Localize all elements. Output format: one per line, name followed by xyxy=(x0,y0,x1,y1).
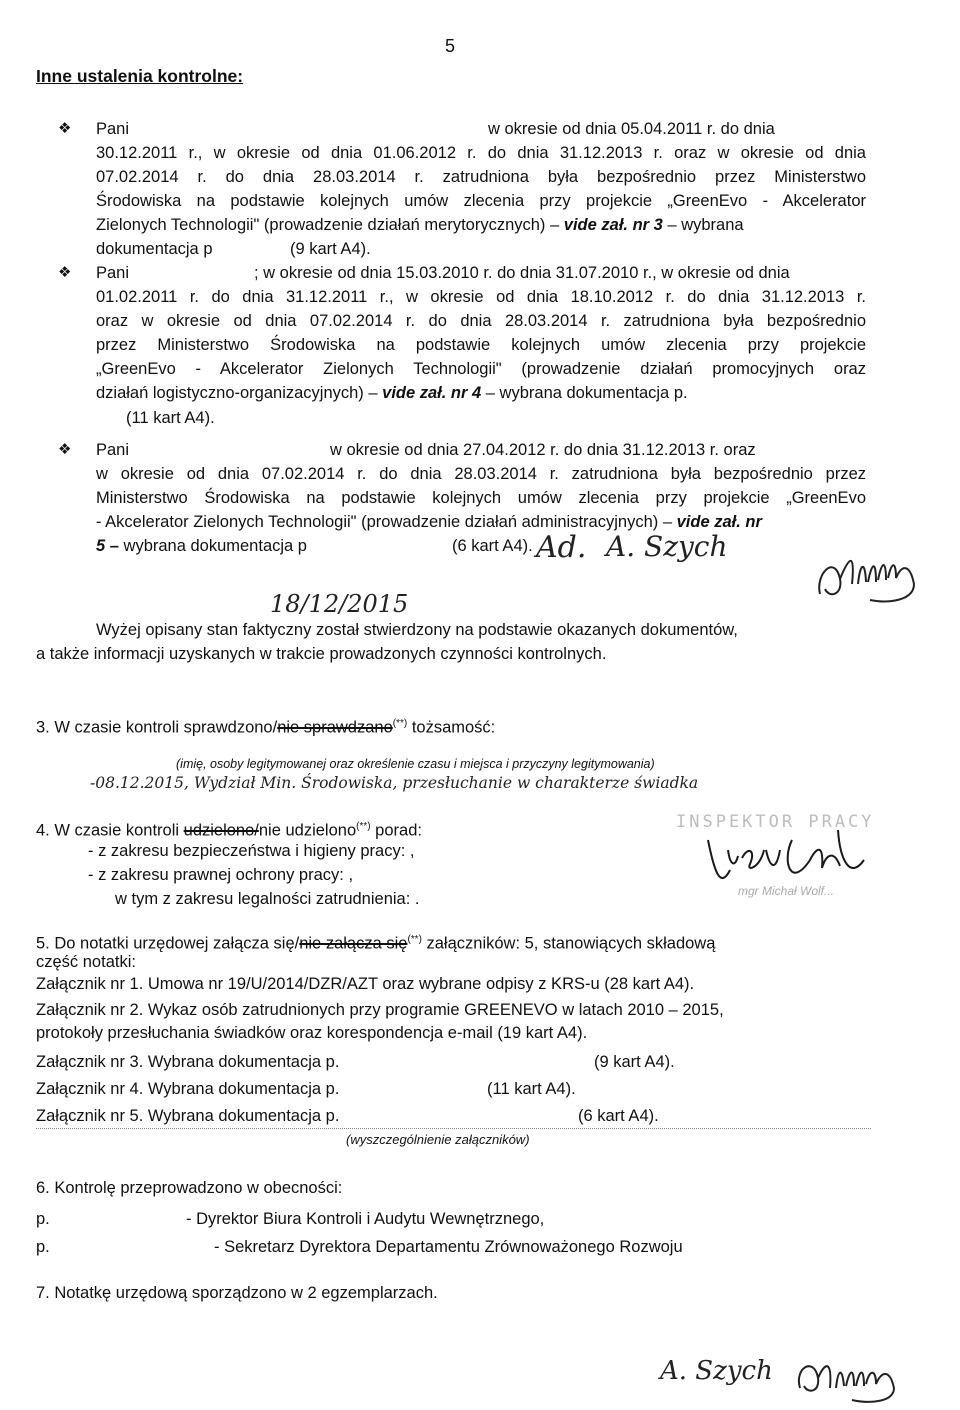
handwritten-initials: Ad. xyxy=(536,530,587,565)
attachment-5-count: (6 kart A4). xyxy=(578,1107,659,1125)
item7-text: 7. Notatkę urzędową sporządzono w 2 egzemplarzach. xyxy=(36,1284,438,1302)
handwritten-date: 18/12/2015 xyxy=(270,590,409,618)
person3-line5 xyxy=(96,534,307,558)
attachment-4-count: (11 kart A4). xyxy=(487,1080,576,1098)
person3-line1: w okresie od dnia 27.04.2012 r. do dnia 31.12.2013 r. oraz xyxy=(330,441,756,459)
item5-text: 5. Do notatki urzędowej załącza się/ xyxy=(36,934,300,953)
attachment-2: Załącznik nr 2. Wykaz osób zatrudnionych przy programie GREENEVO w latach 2010 – 2015, xyxy=(36,1001,724,1019)
attachment-3-count: (9 kart A4). xyxy=(594,1053,675,1071)
person1-line3: 07.02.2014 r. do dnia 28.03.2014 r. zatrudniona była bezpośrednio przez Ministerstwo xyxy=(96,168,866,186)
item3-handwritten: -08.12.2015, Wydział Min. Środowiska, przesłuchanie w charakterze świadka xyxy=(90,774,699,792)
presence-row-2-role: - Sekretarz Dyrektora Departamentu Zrównoważonego Rozwoju xyxy=(214,1238,683,1256)
person3-page-count: (6 kart A4). xyxy=(452,537,533,555)
person3-line2: w okresie od dnia 07.02.2014 r. do dnia 28.03.2014 r. zatrudniona była bezpośrednio przez xyxy=(96,465,866,483)
item4-sub-employment: w tym z zakresu legalności zatrudnienia: . xyxy=(115,890,420,908)
item5-strike: nie załącza się xyxy=(299,934,408,953)
item3-strike: nie sprawdzano xyxy=(277,718,393,737)
item3-tail: tożsamość: xyxy=(411,718,496,737)
person1-line5 xyxy=(96,213,744,237)
bullet-icon: ❖ xyxy=(58,441,72,458)
attachment-1: Załącznik nr 1. Umowa nr 19/U/2014/DZR/AZT oraz wybrane odpisy z KRS-u (28 kart A4). xyxy=(36,975,695,993)
person1-vide-ref: vide zał. nr 3 xyxy=(563,216,663,234)
person1-line5-text: Zielonych Technologii" (prowadzenie działań merytorycznych) – xyxy=(96,216,560,234)
person3-line3: Ministerstwo Środowiska na podstawie kolejnych umów zlecenia przy projekcie „GreenEvo xyxy=(96,489,866,507)
person2-name-label: Pani xyxy=(96,264,130,282)
person2-line4: przez Ministerstwo Środowiska na podstawie kolejnych umów zlecenia przy projekcie xyxy=(96,336,866,354)
item5-line2: część notatki: xyxy=(36,953,136,971)
person2-line5: „GreenEvo - Akcelerator Zielonych Technologii" (prowadzenie działań promocyjnych oraz xyxy=(96,360,866,378)
item3-text: 3. W czasie kontroli sprawdzono/ xyxy=(36,718,278,737)
person1-line2: 30.12.2011 r., w okresie od dnia 01.06.2012 r. do dnia 31.12.2013 r. oraz w okresie od dnia xyxy=(96,144,866,162)
person2-line6-tail: – wybrana dokumentacja p. xyxy=(485,384,688,402)
bullet-icon: ❖ xyxy=(58,120,72,137)
item5-sup: (**) xyxy=(407,934,422,945)
item4-sub-bhp: - z zakresu bezpieczeństwa i higieny pracy: , xyxy=(88,842,415,860)
item3-caption: (imię, osoby legitymowanej oraz określenie czasu i miejsca i przyczyny legitymowania) xyxy=(176,757,655,771)
person2-line3: oraz w okresie od dnia 07.02.2014 r. do dnia 28.03.2014 r. zatrudniona była bezpośrednio xyxy=(96,312,866,330)
person2-page-count: (11 kart A4). xyxy=(126,409,215,427)
attachment-divider xyxy=(36,1128,871,1129)
person2-line6 xyxy=(96,381,688,405)
item4-sub-legal: - z zakresu prawnej ochrony pracy: , xyxy=(88,866,354,884)
person3-line4-text: - Akcelerator Zielonych Technologii" (prowadzenie działań administracyjnych) – xyxy=(96,513,673,531)
attachment-5: Załącznik nr 5. Wybrana dokumentacja p. xyxy=(36,1107,340,1125)
bottom-signature-image xyxy=(790,1348,910,1408)
person2-line6-text: działań logistyczno-organizacyjnych) – xyxy=(96,384,378,402)
person1-line4: Środowiska na podstawie kolejnych umów zlecenia przy projekcie „GreenEvo - Akcelerator xyxy=(96,192,866,210)
item6-title: 6. Kontrolę przeprowadzono w obecności: xyxy=(36,1179,343,1197)
person3-name-label: Pani xyxy=(96,441,130,459)
item3-line xyxy=(36,712,495,740)
presence-row-2-prefix: p. xyxy=(36,1238,50,1256)
item4-sup: (**) xyxy=(356,821,371,832)
bottom-handwritten-initials: A. Szych xyxy=(660,1356,773,1386)
person2-line1: ; w okresie od dnia 15.03.2010 r. do dnia 31.07.2010 r., w okresie od dnia xyxy=(254,264,790,282)
bullet-icon: ❖ xyxy=(58,264,72,281)
person2-line2: 01.02.2011 r. do dnia 31.12.2011 r., w okresie od dnia 18.10.2012 r. do dnia 31.12.2013 r. xyxy=(96,288,866,306)
item5-tail: załączników: 5, stanowiących składową xyxy=(426,934,716,953)
statement-line2: a także informacji uzyskanych w trakcie prowadzonych czynności kontrolnych. xyxy=(36,645,607,663)
page-number: 5 xyxy=(445,36,456,56)
section-heading: Inne ustalenia kontrolne: xyxy=(36,66,244,86)
person1-name-label: Pani xyxy=(96,120,130,138)
presence-row-1-prefix: p. xyxy=(36,1210,50,1228)
item4-strike: udzielono/ xyxy=(183,821,259,840)
item4-text-b: nie udzielono xyxy=(258,821,357,840)
inspector-stamp: INSPEKTOR PRACY xyxy=(676,812,875,832)
person3-line5-text: wybrana dokumentacja p xyxy=(123,537,307,555)
person3-vide-ref: vide zał. nr xyxy=(676,513,762,531)
person1-line6: dokumentacja p xyxy=(96,240,213,258)
item5-line xyxy=(36,928,715,956)
person1-page-count: (9 kart A4). xyxy=(290,240,371,258)
inspector-signature-image xyxy=(700,820,880,900)
attachment-4: Załącznik nr 4. Wybrana dokumentacja p. xyxy=(36,1080,340,1098)
person2-vide-ref: vide zał. nr 4 xyxy=(382,384,482,402)
person1-line1: w okresie od dnia 05.04.2011 r. do dnia xyxy=(488,120,775,138)
signature-image xyxy=(810,534,920,614)
item4-text: 4. W czasie kontroli xyxy=(36,821,180,840)
attachment-2-cont: protokoły przesłuchania świadków oraz korespondencja e-mail (19 kart A4). xyxy=(36,1024,588,1042)
handwritten-initials: A. Szych xyxy=(606,530,728,563)
statement-line1: Wyżej opisany stan faktyczny został stwierdzony na podstawie okazanych dokumentów, xyxy=(96,621,738,639)
item4-tail: porad: xyxy=(375,821,422,840)
attachments-caption: (wyszczególnienie załączników) xyxy=(346,1132,530,1147)
person1-line5-tail: – wybrana xyxy=(667,216,744,234)
attachment-3: Załącznik nr 3. Wybrana dokumentacja p. xyxy=(36,1053,340,1071)
inspector-stamp-name: mgr Michał Wolf... xyxy=(738,884,835,898)
item3-sup: (**) xyxy=(392,718,408,729)
presence-row-1-role: - Dyrektor Biura Kontroli i Audytu Wewnętrznego, xyxy=(186,1210,545,1228)
person3-vide-num: 5 – xyxy=(96,537,119,555)
